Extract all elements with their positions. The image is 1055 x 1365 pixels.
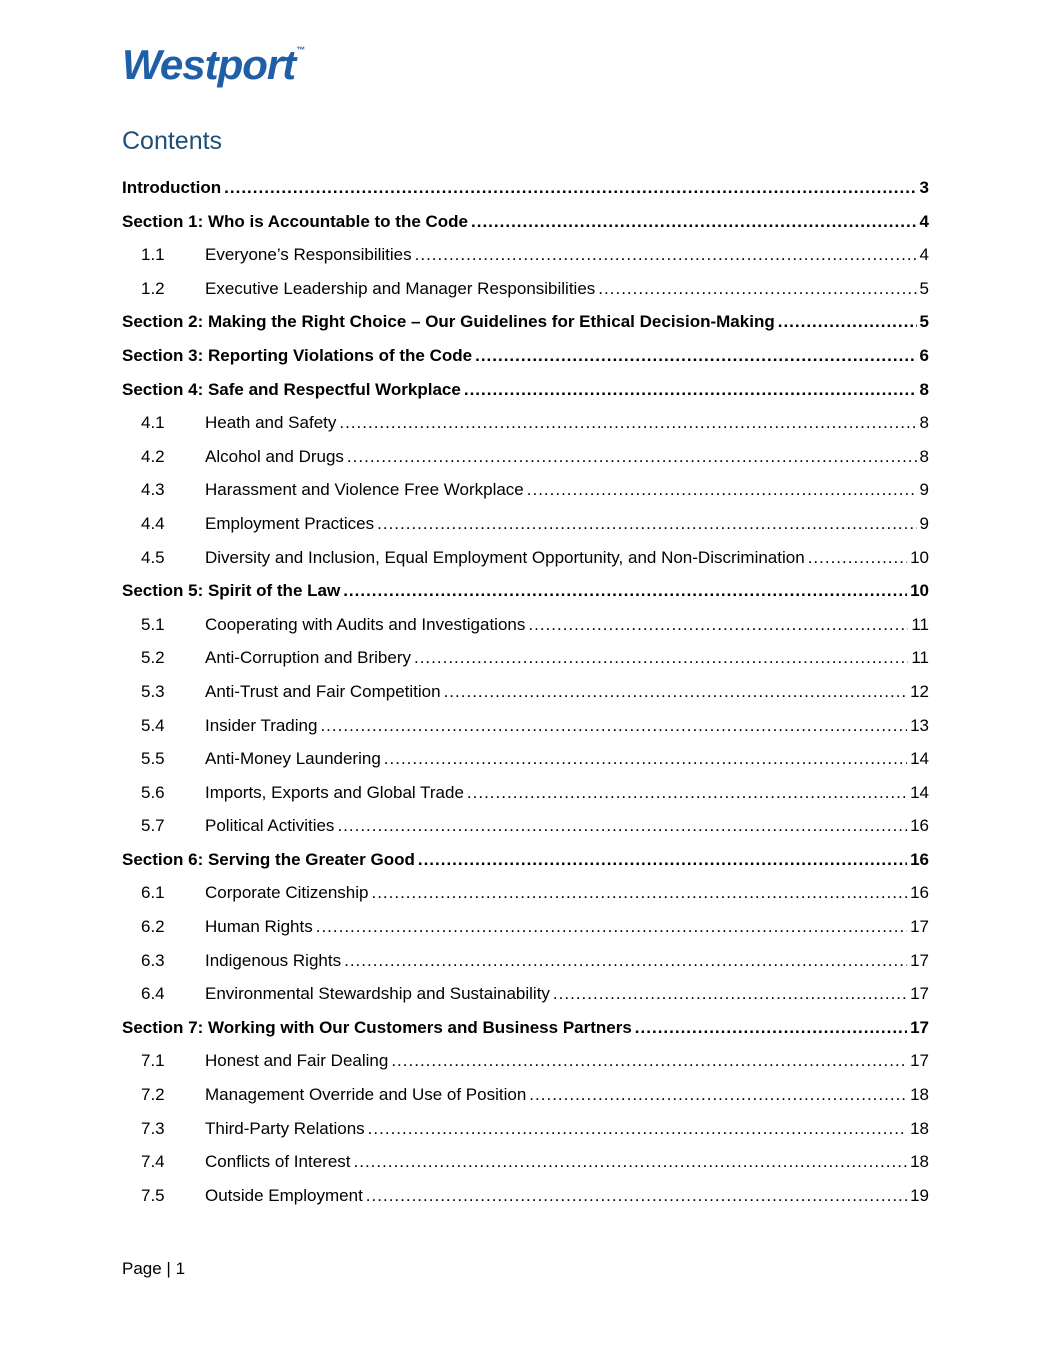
toc-dot-leader (368, 1119, 907, 1139)
toc-entry-label: Human Rights (205, 917, 313, 937)
toc-entry-number: 4.1 (141, 413, 165, 433)
toc-entry-label: Introduction (122, 178, 222, 197)
toc-entry-label: Section 3: Reporting Violations of the Code (122, 345, 473, 365)
toc-entry-label: Third-Party Relations (205, 1118, 365, 1138)
toc-subsection-entry[interactable] (122, 1085, 929, 1119)
toc-dot-leader (528, 615, 908, 635)
toc-subsection-entry[interactable] (122, 1152, 929, 1186)
toc-dot-leader (467, 783, 907, 803)
toc-dot-leader (444, 682, 908, 702)
toc-page-number: 11 (911, 614, 929, 634)
toc-entry-number: 5.3 (141, 681, 165, 701)
toc-section-entry[interactable] (122, 380, 929, 414)
toc-entry-label: Insider Trading (205, 715, 318, 735)
toc-entry-number: 4.5 (141, 547, 165, 567)
toc-entry-label: Section 1: Who is Accountable to the Code (122, 211, 469, 231)
toc-page-number: 8 (919, 413, 929, 433)
toc-page-number: 17 (910, 984, 929, 1004)
toc-entry-number: 7.3 (141, 1118, 165, 1138)
toc-entry-label: Executive Leadership and Manager Responsibilities (205, 278, 596, 298)
toc-dot-leader (344, 951, 907, 971)
toc-entry-label: Harassment and Violence Free Workplace (205, 480, 524, 500)
toc-page-number: 17 (910, 917, 929, 937)
toc-subsection-entry[interactable] (122, 816, 929, 850)
toc-dot-leader (366, 1186, 907, 1206)
toc-entry-number: 5.4 (141, 715, 165, 735)
toc-page-number: 9 (919, 480, 929, 500)
toc-entry-label: Political Activities (205, 816, 335, 836)
table-of-contents (122, 178, 929, 1219)
toc-subsection-entry[interactable] (122, 917, 929, 951)
toc-dot-leader (475, 346, 916, 366)
toc-subsection-entry[interactable] (122, 279, 929, 313)
toc-subsection-entry[interactable] (122, 548, 929, 582)
toc-page-number: 18 (910, 1118, 929, 1138)
toc-dot-leader (598, 279, 916, 299)
toc-page-number: 8 (919, 446, 929, 466)
toc-dot-leader (529, 1085, 907, 1105)
toc-dot-leader (808, 548, 907, 568)
toc-page-number: 19 (910, 1185, 929, 1205)
toc-entry-label: Imports, Exports and Global Trade (205, 782, 464, 802)
toc-subsection-entry[interactable] (122, 682, 929, 716)
toc-entry-label: Corporate Citizenship (205, 883, 369, 903)
toc-entry-number: 6.2 (141, 917, 165, 937)
toc-subsection-entry[interactable] (122, 1186, 929, 1220)
toc-dot-leader (316, 917, 907, 937)
toc-page-number: 18 (910, 1085, 929, 1105)
toc-entry-number: 6.4 (141, 984, 165, 1004)
toc-dot-leader (553, 984, 907, 1004)
toc-section-entry[interactable] (122, 850, 929, 884)
toc-page-number: 16 (910, 849, 929, 869)
toc-entry-label: Indigenous Rights (205, 950, 342, 970)
toc-dot-leader (354, 1152, 908, 1172)
toc-entry-number: 4.4 (141, 513, 165, 533)
toc-subsection-entry[interactable] (122, 1119, 929, 1153)
toc-section-entry[interactable] (122, 212, 929, 246)
toc-entry-label: Environmental Stewardship and Sustainability (205, 984, 550, 1004)
toc-dot-leader (337, 816, 907, 836)
logo-trademark: ™ (296, 45, 305, 55)
toc-entry-label: Anti-Corruption and Bribery (205, 648, 411, 668)
toc-entry-number: 5.7 (141, 816, 165, 836)
toc-dot-leader (343, 581, 907, 601)
toc-subsection-entry[interactable] (122, 245, 929, 279)
page-title: Contents (122, 127, 223, 155)
toc-page-number: 13 (910, 715, 929, 735)
toc-subsection-entry[interactable] (122, 951, 929, 985)
toc-dot-leader (320, 716, 907, 736)
toc-dot-leader (377, 514, 916, 534)
toc-dot-leader (371, 883, 907, 903)
toc-entry-label: Anti-Trust and Fair Competition (205, 681, 441, 701)
toc-entry-label: Section 4: Safe and Respectful Workplace (122, 379, 461, 399)
toc-dot-leader (415, 245, 917, 265)
toc-entry-number: 7.4 (141, 1152, 165, 1172)
toc-page-number: 6 (919, 345, 929, 365)
toc-page-number: 10 (910, 581, 929, 601)
toc-subsection-entry[interactable] (122, 413, 929, 447)
toc-page-number: 16 (910, 816, 929, 836)
toc-page-number: 8 (919, 379, 929, 399)
toc-dot-leader (471, 212, 917, 232)
toc-page-number: 3 (919, 178, 929, 197)
toc-subsection-entry[interactable] (122, 883, 929, 917)
toc-section-entry[interactable] (122, 346, 929, 380)
toc-page-number: 14 (910, 749, 929, 769)
toc-page-number: 18 (910, 1152, 929, 1172)
toc-page-number: 17 (910, 1017, 929, 1037)
toc-entry-number: 5.2 (141, 648, 165, 668)
toc-subsection-entry[interactable] (122, 615, 929, 649)
toc-entry-number: 6.3 (141, 950, 165, 970)
toc-page-number: 17 (910, 950, 929, 970)
toc-dot-leader (384, 749, 907, 769)
toc-entry-label: Cooperating with Audits and Investigations (205, 614, 526, 634)
toc-entry-number: 5.5 (141, 749, 165, 769)
toc-section-entry[interactable] (122, 178, 929, 212)
toc-subsection-entry[interactable] (122, 480, 929, 514)
toc-page-number: 12 (910, 681, 929, 701)
toc-entry-label: Employment Practices (205, 513, 375, 533)
toc-entry-label: Conflicts of Interest (205, 1152, 351, 1172)
toc-page-number: 5 (919, 312, 929, 332)
westport-logo (122, 41, 305, 88)
toc-entry-number: 5.6 (141, 782, 165, 802)
toc-entry-label: Anti-Money Laundering (205, 749, 381, 769)
toc-page-number: 11 (911, 648, 929, 668)
toc-subsection-entry[interactable] (122, 749, 929, 783)
toc-entry-label: Section 2: Making the Right Choice – Our Guidelines for Ethical Decision-Making (122, 312, 775, 332)
logo-text: Westport (122, 41, 296, 88)
toc-entry-label: Management Override and Use of Position (205, 1085, 527, 1105)
page-footer: Page | 1 (122, 1259, 186, 1278)
toc-entry-label: Honest and Fair Dealing (205, 1051, 389, 1071)
toc-dot-leader (391, 1051, 907, 1071)
toc-subsection-entry[interactable] (122, 514, 929, 548)
toc-entry-label: Diversity and Inclusion, Equal Employment Opportunity, and Non-Discrimination (205, 547, 805, 567)
toc-entry-number: 7.1 (141, 1051, 165, 1071)
toc-dot-leader (635, 1018, 907, 1038)
toc-entry-label: Alcohol and Drugs (205, 446, 344, 466)
toc-section-entry[interactable] (122, 1018, 929, 1052)
toc-subsection-entry[interactable] (122, 648, 929, 682)
toc-page-number: 17 (910, 1051, 929, 1071)
toc-entry-number: 5.1 (141, 614, 165, 634)
toc-entry-label: Outside Employment (205, 1185, 363, 1205)
toc-page-number: 14 (910, 782, 929, 802)
toc-subsection-entry[interactable] (122, 1051, 929, 1085)
toc-entry-number: 1.1 (141, 245, 165, 265)
toc-entry-label: Everyone’s Responsibilities (205, 245, 412, 265)
toc-entry-number: 6.1 (141, 883, 165, 903)
toc-section-entry[interactable] (122, 312, 929, 346)
toc-page-number: 4 (919, 245, 929, 265)
toc-subsection-entry[interactable] (122, 716, 929, 750)
toc-dot-leader (339, 413, 916, 433)
toc-dot-leader (224, 178, 916, 198)
toc-entry-label: Section 6: Serving the Greater Good (122, 849, 415, 869)
toc-dot-leader (347, 447, 917, 467)
toc-page-number: 5 (919, 278, 929, 298)
toc-dot-leader (527, 480, 917, 500)
toc-entry-number: 7.5 (141, 1185, 165, 1205)
toc-section-entry[interactable] (122, 581, 929, 615)
toc-page-number: 9 (919, 513, 929, 533)
toc-page-number: 4 (919, 211, 929, 231)
toc-subsection-entry[interactable] (122, 447, 929, 481)
toc-dot-leader (778, 312, 917, 332)
toc-dot-leader (414, 648, 908, 668)
toc-dot-leader (464, 380, 917, 400)
toc-entry-number: 1.2 (141, 278, 165, 298)
toc-entry-label: Heath and Safety (205, 413, 337, 433)
toc-page-number: 10 (910, 547, 929, 567)
toc-entry-label: Section 7: Working with Our Customers and Business Partners (122, 1017, 632, 1037)
toc-subsection-entry[interactable] (122, 783, 929, 817)
toc-subsection-entry[interactable] (122, 984, 929, 1018)
toc-entry-number: 4.3 (141, 480, 165, 500)
toc-entry-number: 4.2 (141, 446, 165, 466)
toc-entry-number: 7.2 (141, 1085, 165, 1105)
toc-dot-leader (418, 850, 907, 870)
toc-page-number: 16 (910, 883, 929, 903)
toc-entry-label: Section 5: Spirit of the Law (122, 581, 341, 601)
